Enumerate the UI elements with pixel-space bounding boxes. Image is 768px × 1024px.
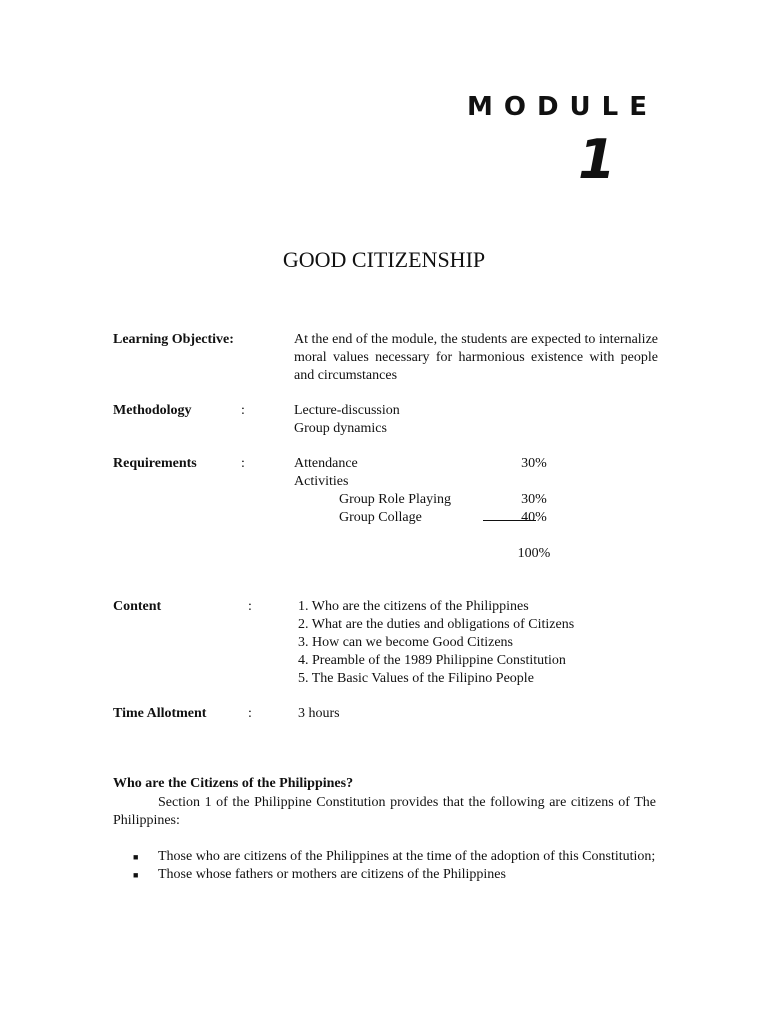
time-allotment-value: 3 hours (298, 706, 340, 721)
list-item-text: Those who are citizens of the Philippines at the time of the adoption of this Constitution; (158, 849, 656, 864)
square-bullet-icon: ■ (133, 870, 139, 880)
methodology-colon: : (241, 403, 245, 418)
requirement-name: Group Role Playing (339, 492, 451, 507)
list-item-text: Those whose fathers or mothers are citizens of the Philippines (158, 867, 506, 882)
document-title: GOOD CITIZENSHIP (282, 247, 486, 272)
time-allotment-colon: : (248, 706, 252, 721)
methodology-item: Group dynamics (294, 421, 387, 436)
requirement-item (294, 455, 658, 473)
requirements-colon: : (241, 456, 245, 471)
requirement-name: Group Collage (339, 510, 422, 525)
learning-objective-label: Learning Objective: (113, 332, 234, 347)
content-item: 1. Who are the citizens of the Philippines (298, 599, 529, 614)
square-bullet-icon: ■ (133, 852, 139, 862)
learning-objective-text: At the end of the module, the students are expected to internalize moral values necessary for harmonious existence with people and circumstances (294, 332, 658, 383)
requirement-percent: 40% (521, 510, 547, 525)
content-item: 5. The Basic Values of the Filipino People (298, 671, 534, 686)
content-item: 4. Preamble of the 1989 Philippine Constitution (298, 653, 566, 668)
module-label: MODULE (467, 92, 658, 122)
requirement-name: Attendance (294, 456, 358, 471)
content-colon: : (248, 599, 252, 614)
section-intro: Section 1 of the Philippine Constitution provides that the following are citizens of The Philippines: (113, 795, 656, 828)
total-divider (483, 520, 536, 521)
requirement-percent: 30% (521, 492, 547, 507)
module-number: 1 (578, 128, 616, 191)
methodology-list (294, 402, 658, 438)
content-item: 2. What are the duties and obligations of Citizens (298, 617, 575, 632)
requirement-name: Activities (294, 474, 349, 489)
requirement-item (294, 473, 658, 491)
methodology-label: Methodology (113, 403, 192, 418)
methodology-item: Lecture-discussion (294, 403, 400, 418)
list-item (113, 848, 656, 866)
content-label: Content (113, 599, 162, 614)
content-list (298, 598, 662, 688)
requirements-label: Requirements (113, 456, 197, 471)
requirements-total: 100% (517, 546, 551, 561)
requirement-percent: 30% (521, 456, 547, 471)
list-item (113, 866, 656, 884)
requirement-item (294, 491, 658, 509)
requirement-item (294, 509, 658, 527)
requirements-total-row (294, 545, 658, 563)
section-heading: Who are the Citizens of the Philippines? (113, 776, 354, 791)
content-item: 3. How can we become Good Citizens (298, 635, 513, 650)
time-allotment-label: Time Allotment (113, 706, 207, 721)
requirements-list (294, 455, 658, 563)
citizen-criteria-list (113, 848, 656, 884)
